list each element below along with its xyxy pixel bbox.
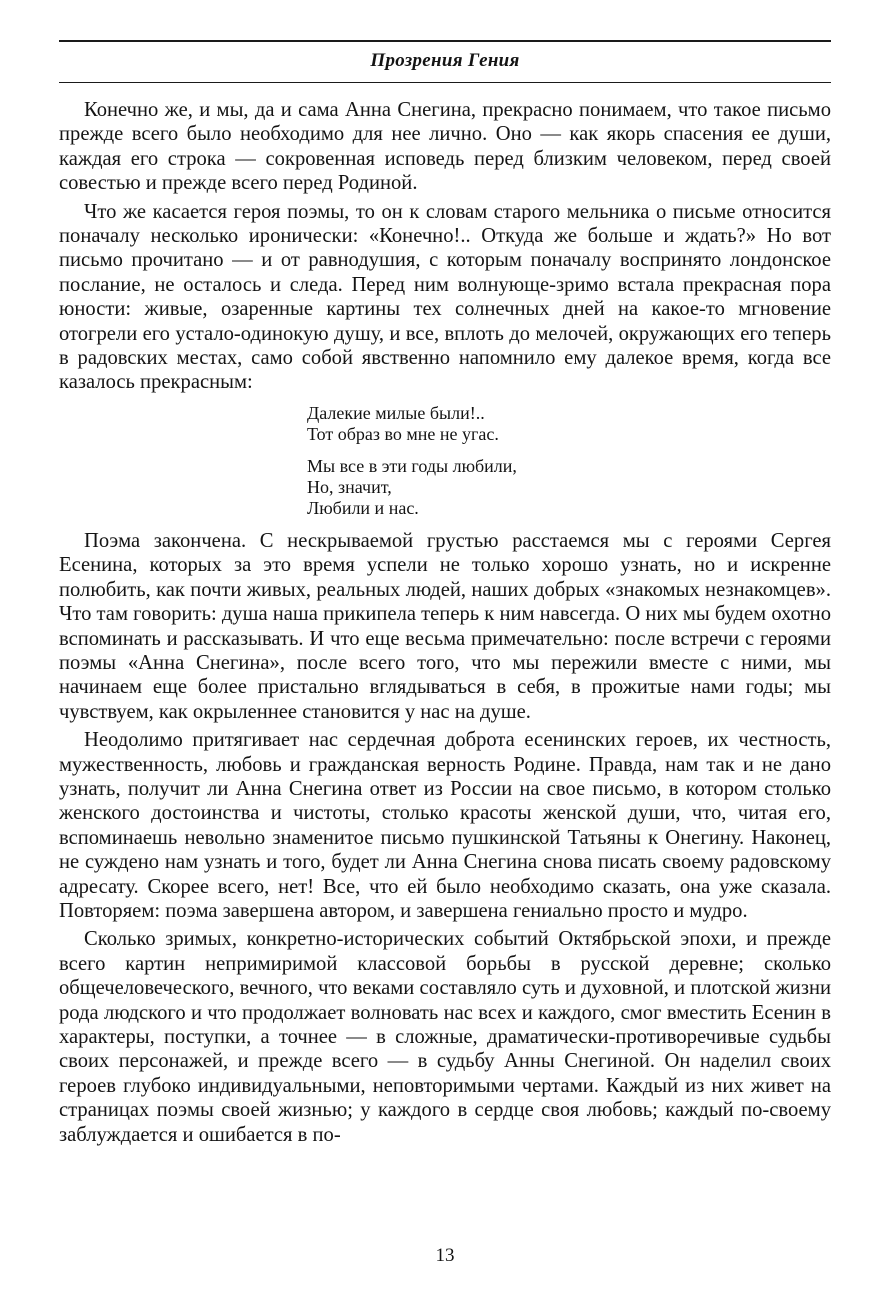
poem-line: Мы все в эти годы любили, bbox=[307, 455, 517, 476]
poem-line: Любили и нас. bbox=[307, 497, 419, 518]
poem-stanza bbox=[307, 456, 831, 519]
poem-quote bbox=[307, 403, 831, 519]
header-rule-bottom bbox=[59, 82, 831, 83]
paragraph: Поэма закончена. С нескрываемой грустью расстаемся мы с героями Сергея Есенина, которых за это время успели не только хорошо узнать, но и искренне полюбить, как почти живых, реальных людей, наших добрых «знакомых незнакомцев». Что там говорить: душа наша прикипела теперь к ним навсегда. О них мы будем охотно вспоминать и рассказывать. И что еще весьма примечательно: после встречи с героями поэмы «Анна Снегина», после всего того, что мы пережили вместе с ними, мы начинаем еще более пристально вглядываться в себя, в прожитые нами годы; мы чувствуем, как окрыленнее становится у нас на душе. bbox=[59, 529, 831, 723]
body-text bbox=[59, 98, 831, 1147]
running-header: Прозрения Гения bbox=[370, 50, 520, 71]
header-rule-top bbox=[59, 40, 831, 42]
paragraph: Что же касается героя поэмы, то он к словам старого мельника о письме относится поначалу несколько иронически: «Конечно!.. Откуда же больше и ждать?» Но вот письмо прочитано — и от равнодушия, с которым поначалу воспринято лондонское послание, не осталось и следа. Перед ним волнующе-зримо встала прекрасная пора юности: живые, озаренные картины тех солнечных дней на какое-то мгновение отогрели его устало-одинокую душу, и все, вплоть до мелочей, окружающих его теперь в радовских местах, само собой явственно напомнило ему далекое время, когда все казалось прекрасным: bbox=[59, 200, 831, 394]
book-page bbox=[59, 0, 831, 1300]
poem-stanza bbox=[307, 403, 831, 445]
paragraph: Неодолимо притягивает нас сердечная доброта есенинских героев, их честность, мужественность, любовь и гражданская верность Родине. Правда, нам так и не дано узнать, получит ли Анна Снегина ответ из России на свое письмо, в котором столько женского достоинства и чистоты, столько красоты женской души, что, читая его, вспоминаешь невольно знаменитое письмо пушкинской Татьяны к Онегину. Наконец, не суждено нам узнать и того, будет ли Анна Снегина снова писать своему радовскому адресату. Скорее всего, нет! Все, что ей было необходимо сказать, она уже сказала. Повторяем: поэма завершена автором, и завершена гениально просто и мудро. bbox=[59, 729, 831, 922]
paragraph: Конечно же, и мы, да и сама Анна Снегина, прекрасно понимаем, что такое письмо прежде всего было необходимо для нее лично. Оно — как якорь спасения ее души, каждая его строка — сокровенная исповедь перед близким человеком, перед своей совестью и прежде всего перед Родиной. bbox=[59, 99, 831, 195]
poem-line: Тот образ во мне не угас. bbox=[307, 423, 499, 444]
paragraph: Сколько зримых, конкретно-исторических событий Октябрьской эпохи, и прежде всего картин непримиримой классовой борьбы в русской деревне; сколько общечеловеческого, вечного, что веками составляло суть и духовной, и плотской жизни рода людского и что продолжает волновать нас всех и каждого, смог вместить Есенин в характеры, поступки, а точнее — в сложные, драматически-противоречивые судьбы своих персонажей, и прежде всего — в судьбу Анны Снегиной. Он наделил своих героев глубоко индивидуальными, неповторимыми чертами. Каждый из них живет на страницах поэмы своей жизнью; у каждого в сердце своя любовь; каждый по-своему заблуждается и ошибается в по- bbox=[59, 928, 831, 1146]
page-number: 13 bbox=[435, 1245, 455, 1266]
poem-line: Но, значит, bbox=[307, 476, 392, 497]
poem-line: Далекие милые были!.. bbox=[307, 402, 485, 423]
